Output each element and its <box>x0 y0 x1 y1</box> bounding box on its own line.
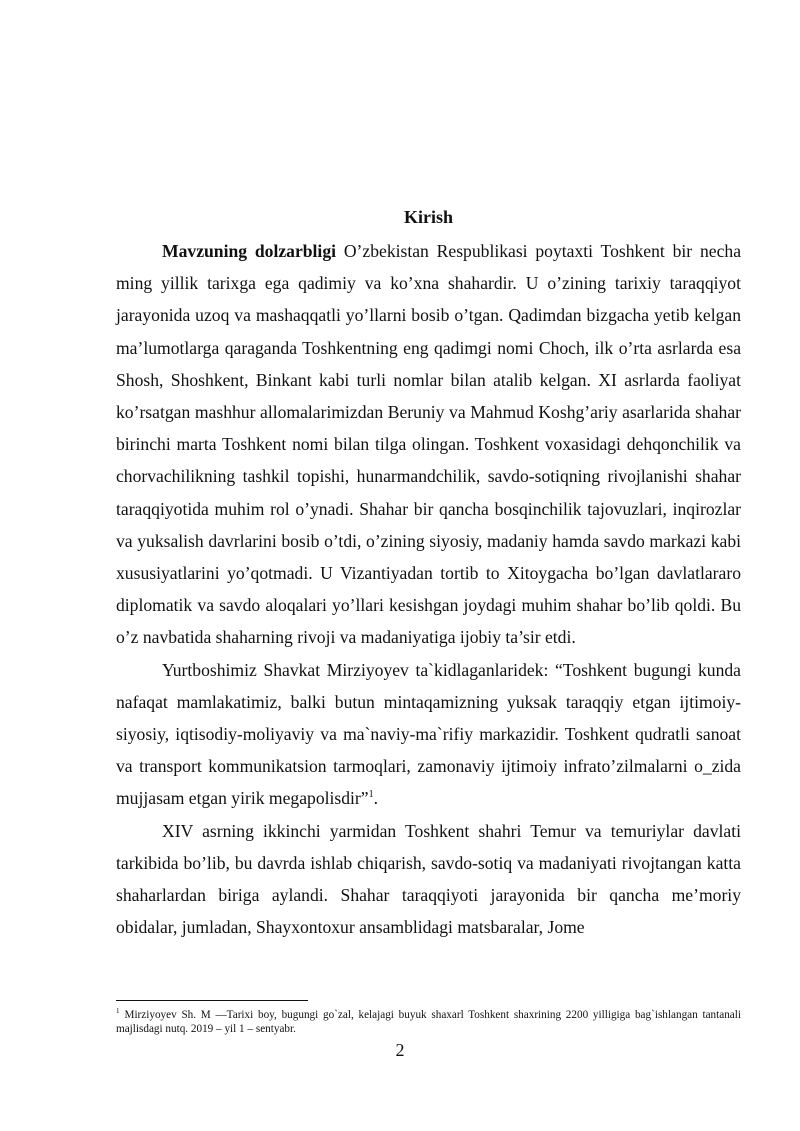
paragraph-text: O’zbekistan Respublikasi poytaxti Toshkent bir necha ming yillik tarixga ega qadimiy va ko’xna shahardir. U o’zining tarixiy taraqqiyot jarayonida uzoq va mashaqqatli yo’llarni bosib o’tgan. Qadimdan bizgacha yetib kelgan ma’lumotlarga qaraganda Toshkentning eng qadimgi nomi Choch, ilk o’rta asrlarda esa Shosh, Shoshkent, Binkant kabi turli nomlar bilan atalib kelgan. XI asrlarda faoliyat ko’rsatgan mashhur allomalarimizdan Beruniy va Mahmud Koshg’ariy asarlarida shahar birinchi marta Toshkent nomi bilan tilga olingan. Toshkent voxasidagi dehqonchilik va chorvachilikning tashkil topishi, hunarmandchilik, savdo-sotiqning rivojlanishi shahar taraqqiyotida muhim rol o’ynadi. Shahar bir qancha bosqinchilik tajovuzlari, inqirozlar va yuksalish davrlarini bosib o’tdi, o’zining siyosiy, madaniy hamda savdo markazi kabi xususiyatlarini yo’qotmadi. U Vizantiyadan tortib to Xitoygacha bo’lgan davlatlararo diplomatik va savdo aloqalari yo’llari kesishgan joydagi muhim shahar bo’lib qoldi. Bu o’z navbatida shaharning rivoji va madaniyatiga ijobiy ta’sir etdi. <box>116 241 742 648</box>
paragraph-text: Yurtboshimiz Shavkat Mirziyoyev ta`kidlaganlaridek: “Toshkent bugungi kunda nafaqat mamlakatimiz, balki butun mintaqamizning yuksak taraqqiy etgan ijtimoiy-siyosiy, iqtisodiy-moliyaviy va ma`naviy-ma`rifiy markazidir. Toshkent qudratli sanoat va transport kommunikatsion tarmoqlari, zamonaviy ijtimoiy infrato’zilmalarni o_zida mujjasam etgan yirik megapolisdir” <box>116 659 741 809</box>
footnote-marker: 1 <box>116 1007 120 1016</box>
body-text <box>116 235 741 943</box>
page-number: 2 <box>395 1040 405 1060</box>
paragraph-relevance <box>116 235 741 654</box>
section-heading: Kirish <box>403 207 453 227</box>
footnote-text: Mirziyoyev Sh. M —Tarixi boy, bugungi go`zal, kelajagi buyuk shaxarl Toshkent shaxrining 2200 yilligiga bag`ishlangan tantanali majlisdagi nutq. 2019 – yil 1 – sentyabr. <box>116 1009 741 1035</box>
paragraph-lead: Mavzuning dolzarbligi <box>162 241 337 261</box>
footnote <box>116 1008 741 1036</box>
paragraph-history <box>116 815 741 944</box>
footnote-reference[interactable]: 1 <box>368 789 374 801</box>
footnote-divider <box>116 1000 308 1001</box>
paragraph-quote <box>116 654 741 815</box>
paragraph-end: . <box>373 788 379 809</box>
paragraph-text: XIV asrning ikkinchi yarmidan Toshkent shahri Temur va temuriylar davlati tarkibida bo’lib, bu davrda ishlab chiqarish, savdo-sotiq va madaniyati rivojtangan katta shaharlardan biriga aylandi. Shahar taraqqiyoti jarayonida bir qancha me’moriy obidalar, jumladan, Shayxontoxur ansamblidagi matsbaralar, Jome <box>116 820 741 938</box>
